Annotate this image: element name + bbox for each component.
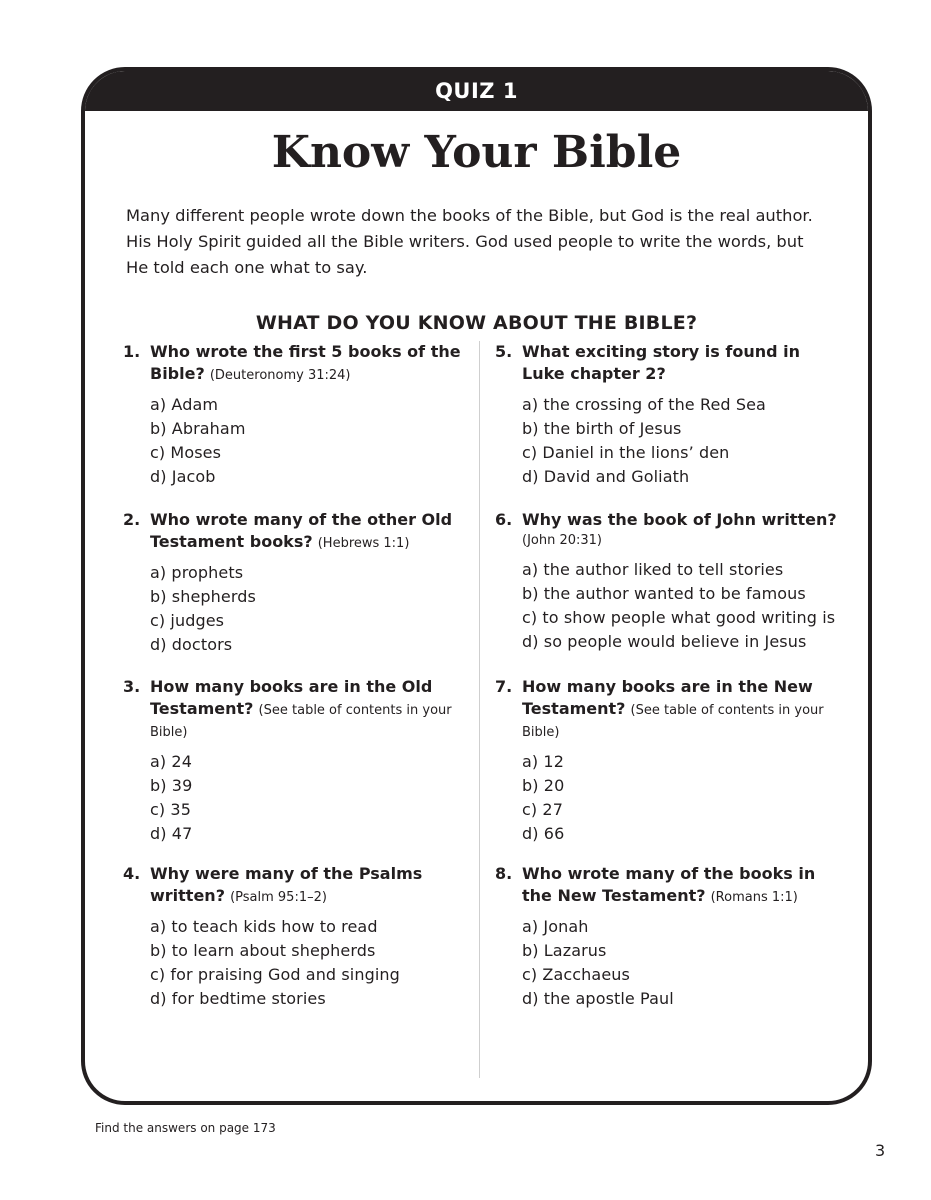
answer-option: c) 27: [522, 800, 563, 819]
answer-option: d) doctors: [150, 635, 233, 654]
answer-option: a) Adam: [150, 395, 219, 414]
question-7: [495, 676, 840, 846]
answer-option: d) 47: [150, 824, 193, 843]
question-reference: (Psalm 95:1–2): [230, 890, 327, 905]
question-reference: (Deuteronomy 31:24): [209, 368, 351, 383]
question-text: What exciting story is found in Luke chapter 2?: [522, 342, 801, 383]
answer-option: a) the crossing of the Red Sea: [522, 395, 766, 414]
question-reference: (See table of contents in your Bible): [150, 703, 452, 740]
answer-list: [150, 750, 463, 846]
question-number: 1.: [123, 342, 141, 361]
answer-option: a) 12: [522, 752, 564, 771]
question-2: [123, 509, 463, 657]
question-text: Why was the book of John written?: [522, 510, 837, 529]
answer-option: c) judges: [150, 611, 225, 630]
answer-option: b) 39: [150, 776, 193, 795]
answer-option: a) to teach kids how to read: [150, 917, 378, 936]
answer-option: d) David and Goliath: [522, 467, 690, 486]
answer-option: c) Daniel in the lions’ den: [522, 443, 730, 462]
answer-list: [522, 393, 840, 489]
answer-list: [522, 558, 840, 654]
answer-option: c) Moses: [150, 443, 222, 462]
answer-option: a) Jonah: [522, 917, 589, 936]
answer-option: c) Zacchaeus: [522, 965, 630, 984]
answer-option: c) to show people what good writing is: [522, 608, 836, 627]
answer-option: b) shepherds: [150, 587, 256, 606]
answer-list: [522, 750, 840, 846]
answer-list: [150, 561, 463, 657]
question-text: Why were many of the Psalms written?: [150, 864, 423, 905]
quiz-card: [81, 67, 872, 1105]
intro-paragraph: Many different people wrote down the books of the Bible, but God is the real author. His Holy Spirit guided all the Bible writers. God used people to write the words, but He told each one what to say.: [126, 206, 813, 277]
answer-list: [150, 915, 463, 1011]
question-text: Who wrote many of the books in the New Testament?: [522, 864, 816, 905]
question-number: 8.: [495, 864, 513, 883]
question-number: 5.: [495, 342, 513, 361]
question-text: Who wrote the first 5 books of the Bible?: [150, 342, 461, 383]
page-title: Know Your Bible: [271, 127, 682, 178]
question-text: Who wrote many of the other Old Testament books?: [150, 510, 453, 551]
question-text: How many books are in the New Testament?: [522, 677, 813, 718]
question-8: [495, 863, 840, 1011]
question-number: 2.: [123, 510, 141, 529]
answer-option: c) 35: [150, 800, 191, 819]
question-reference: (See table of contents in your Bible): [522, 703, 824, 740]
quiz-header: [85, 71, 868, 111]
answer-option: d) so people would believe in Jesus: [522, 632, 807, 651]
answer-option: d) the apostle Paul: [522, 989, 674, 1008]
question-number: 7.: [495, 677, 513, 696]
answer-list: [522, 915, 840, 1011]
question-text: How many books are in the Old Testament?: [150, 677, 433, 718]
answer-option: a) 24: [150, 752, 192, 771]
question-reference: (Romans 1:1): [710, 890, 798, 905]
answer-option: c) for praising God and singing: [150, 965, 400, 984]
answer-option: d) Jacob: [150, 467, 216, 486]
answers-note: Find the answers on page 173: [95, 1121, 276, 1135]
question-4: [123, 863, 463, 1011]
page-number: 3: [875, 1141, 886, 1160]
question-reference: (John 20:31): [522, 533, 603, 548]
question-number: 3.: [123, 677, 141, 696]
quiz-label: QUIZ 1: [435, 79, 518, 103]
section-heading: WHAT DO YOU KNOW ABOUT THE BIBLE?: [255, 312, 698, 334]
answer-list: [150, 393, 463, 489]
answer-option: b) the birth of Jesus: [522, 419, 682, 438]
answer-option: d) 66: [522, 824, 565, 843]
question-number: 6.: [495, 510, 513, 529]
answer-option: b) to learn about shepherds: [150, 941, 376, 960]
question-1: [123, 341, 463, 489]
answer-option: a) the author liked to tell stories: [522, 560, 784, 579]
answer-option: b) Abraham: [150, 419, 246, 438]
question-6: [495, 509, 840, 654]
answer-option: b) Lazarus: [522, 941, 607, 960]
answer-option: d) for bedtime stories: [150, 989, 326, 1008]
question-5: [495, 341, 840, 489]
column-divider: [479, 341, 480, 1078]
answer-option: b) 20: [522, 776, 565, 795]
question-3: [123, 676, 463, 846]
question-number: 4.: [123, 864, 141, 883]
answer-option: a) prophets: [150, 563, 244, 582]
answer-option: b) the author wanted to be famous: [522, 584, 806, 603]
question-reference: (Hebrews 1:1): [317, 536, 410, 551]
